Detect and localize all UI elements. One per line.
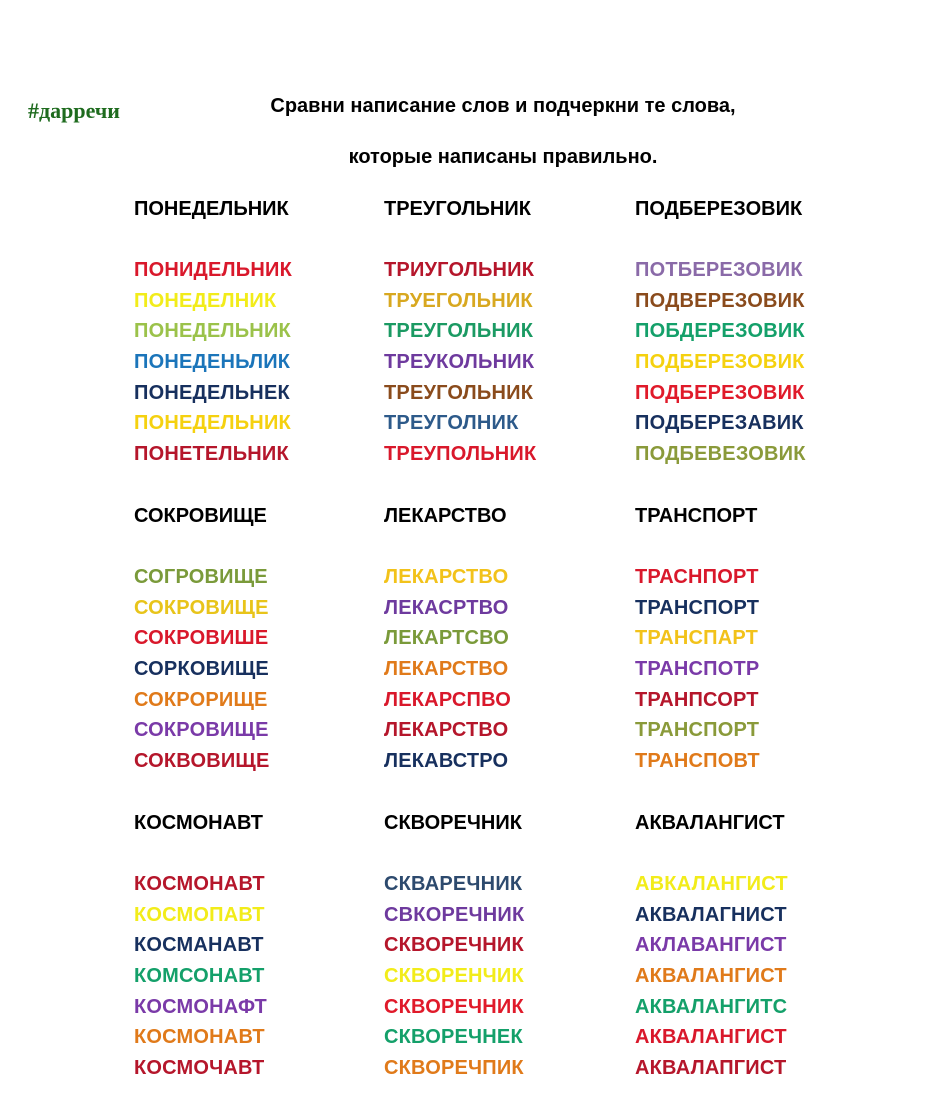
variant-list bbox=[635, 869, 885, 1084]
reference-word: ЛЕКАРСТВО bbox=[384, 505, 507, 527]
spelling-variant[interactable]: АКВАЛАНГИСТ bbox=[635, 1026, 787, 1049]
spelling-variant[interactable]: СКВОРЕЧНИК bbox=[384, 934, 524, 957]
spelling-variant[interactable]: ЛЕКАРТСВО bbox=[384, 627, 510, 650]
reference-word: КОСМОНАВТ bbox=[134, 812, 263, 834]
spelling-variant[interactable]: ПОДБЕРЕЗОВИК bbox=[635, 381, 805, 404]
word-column bbox=[384, 502, 634, 777]
spelling-variant[interactable]: ТРИУГОЛЬНИК bbox=[384, 259, 535, 281]
spelling-variant[interactable]: ПОДБЕРЕЗОВИК bbox=[635, 351, 805, 374]
reference-word: АКВАЛАНГИСТ bbox=[635, 812, 785, 834]
word-column bbox=[635, 195, 885, 470]
spelling-variant[interactable]: ПОДБЕВЕЗОВИК bbox=[635, 443, 806, 466]
variant-list bbox=[134, 562, 384, 777]
spelling-variant[interactable]: СКВОРЕЧНИК bbox=[384, 995, 524, 1018]
spelling-variant[interactable]: ТРЕУГОЛНИК bbox=[384, 412, 519, 435]
spelling-variant[interactable]: СОКРОВИЩЕ bbox=[134, 719, 269, 742]
spelling-variant[interactable]: ТРЕУГОЛЬНИК bbox=[384, 381, 534, 404]
spelling-variant[interactable]: СКВОРЕНЧИК bbox=[384, 965, 524, 988]
spelling-variant[interactable]: ПОНЕТЕЛЬНИК bbox=[134, 443, 289, 466]
word-column bbox=[635, 502, 885, 777]
spelling-variant[interactable]: ЛЕКАСРТВО bbox=[384, 596, 509, 619]
spelling-variant[interactable]: КОСМОНАВТ bbox=[134, 873, 265, 895]
spelling-variant[interactable]: ПОНЕДЕЛЬНИК bbox=[134, 412, 291, 435]
spelling-variant[interactable]: ТРАНСПОВТ bbox=[635, 750, 760, 773]
spelling-variant[interactable]: ПОДВЕРЕЗОВИК bbox=[635, 289, 805, 312]
spelling-variant[interactable]: КОСМОПАВТ bbox=[134, 903, 265, 926]
word-column bbox=[134, 195, 384, 470]
spelling-variant[interactable]: ТРАНСПОРТ bbox=[635, 596, 760, 619]
spelling-variant[interactable]: ТРАНСПОТР bbox=[635, 658, 760, 681]
spelling-variant[interactable]: ТРАНСПОРТ bbox=[635, 719, 760, 742]
variant-list bbox=[384, 869, 634, 1084]
hashtag-label: #дарречи bbox=[28, 98, 120, 123]
variant-list bbox=[635, 255, 885, 470]
spelling-variant[interactable]: ЛЕКАВСТРО bbox=[384, 750, 509, 773]
spelling-variant[interactable]: ЛЕКАРСТВО bbox=[384, 658, 509, 681]
spelling-variant[interactable]: СОГРОВИЩЕ bbox=[134, 566, 268, 588]
spelling-variant[interactable]: ПОНЕДЕЛЬНЕК bbox=[134, 381, 290, 404]
spelling-variant[interactable]: КОСМОНАВТ bbox=[134, 1026, 265, 1049]
variant-list bbox=[635, 562, 885, 777]
spelling-variant[interactable]: ТРЕУГОЛЬНИК bbox=[384, 320, 534, 343]
spelling-variant[interactable]: ТРЕУПОЛЬНИК bbox=[384, 443, 537, 466]
spelling-variant[interactable]: ТРАНСПАРТ bbox=[635, 627, 759, 650]
spelling-variant[interactable]: СОКРОРИЩЕ bbox=[134, 688, 268, 711]
spelling-variant[interactable]: АКЛАВАНГИСТ bbox=[635, 934, 787, 957]
instruction-line-2: которые написаны правильно. bbox=[348, 146, 658, 168]
spelling-variant[interactable]: КОСМОЧАВТ bbox=[134, 1057, 265, 1080]
spelling-variant[interactable]: СОРКОВИЩЕ bbox=[134, 658, 269, 681]
spelling-variant[interactable]: СВКОРЕЧНИК bbox=[384, 903, 525, 926]
word-column bbox=[134, 502, 384, 777]
spelling-variant[interactable]: СКВАРЕЧНИК bbox=[384, 873, 523, 895]
reference-word: ТРЕУГОЛЬНИК bbox=[384, 198, 531, 220]
spelling-variant[interactable]: АКВАЛАПГИСТ bbox=[635, 1057, 787, 1080]
reference-word: СОКРОВИЩЕ bbox=[134, 505, 267, 527]
spelling-variant[interactable]: ПОНИДЕЛЬНИК bbox=[134, 259, 292, 281]
spelling-variant[interactable]: ЛЕКАРСПВО bbox=[384, 688, 511, 711]
spelling-variant[interactable]: СКВОРЕЧПИК bbox=[384, 1057, 524, 1080]
reference-word: ПОНЕДЕЛЬНИК bbox=[134, 198, 289, 220]
spelling-variant[interactable]: КОМСОНАВТ bbox=[134, 965, 265, 988]
variant-list bbox=[134, 869, 384, 1084]
spelling-variant[interactable]: ТРАНПСОРТ bbox=[635, 688, 759, 711]
spelling-variant[interactable]: ПОБДЕРЕЗОВИК bbox=[635, 320, 805, 343]
spelling-variant[interactable]: СКВОРЕЧНЕК bbox=[384, 1026, 523, 1049]
spelling-variant[interactable]: АВКАЛАНГИСТ bbox=[635, 873, 788, 895]
variant-list bbox=[134, 255, 384, 470]
spelling-variant[interactable]: СОКРОВИШЕ bbox=[134, 627, 269, 650]
spelling-variant[interactable]: СОКРОВИЩЕ bbox=[134, 596, 269, 619]
spelling-variant[interactable]: ПОНЕДЕЛНИК bbox=[134, 289, 277, 312]
instruction-line-1: Сравни написание слов и подчеркни те слова, bbox=[270, 95, 736, 117]
word-column bbox=[635, 809, 885, 1084]
spelling-variant[interactable]: ТРЕУКОЛЬНИК bbox=[384, 351, 535, 374]
reference-word: ПОДБЕРЕЗОВИК bbox=[635, 198, 803, 220]
spelling-variant[interactable]: ПОТБЕРЕЗОВИК bbox=[635, 259, 803, 281]
spelling-variant[interactable]: ЛЕКАРСТВО bbox=[384, 719, 509, 742]
spelling-variant[interactable]: ТРУЕГОЛЬНИК bbox=[384, 289, 533, 312]
word-column bbox=[134, 809, 384, 1084]
spelling-variant[interactable]: АКВАЛАГНИСТ bbox=[635, 903, 787, 926]
spelling-variant[interactable]: ТРАСНПОРТ bbox=[635, 566, 759, 588]
spelling-variant[interactable]: ПОНЕДЕНЬЛИК bbox=[134, 351, 291, 374]
word-column bbox=[384, 809, 634, 1084]
variant-list bbox=[384, 562, 634, 777]
spelling-variant[interactable]: АКВАЛАНГИТС bbox=[635, 995, 788, 1018]
reference-word: ТРАНСПОРТ bbox=[635, 505, 758, 527]
spelling-variant[interactable]: СОКВОВИЩЕ bbox=[134, 750, 270, 773]
spelling-variant[interactable]: КОСМОНАФТ bbox=[134, 995, 267, 1018]
spelling-variant[interactable]: ЛЕКАРСТВО bbox=[384, 566, 509, 588]
reference-word: СКВОРЕЧНИК bbox=[384, 812, 522, 834]
spelling-variant[interactable]: АКВАЛАНГИСТ bbox=[635, 965, 787, 988]
word-column bbox=[384, 195, 634, 470]
spelling-variant[interactable]: КОСМАНАВТ bbox=[134, 934, 264, 957]
variant-list bbox=[384, 255, 634, 470]
spelling-variant[interactable]: ПОДБЕРЕЗАВИК bbox=[635, 412, 804, 435]
spelling-variant[interactable]: ПОНЕДЕЛЬНИК bbox=[134, 320, 291, 343]
